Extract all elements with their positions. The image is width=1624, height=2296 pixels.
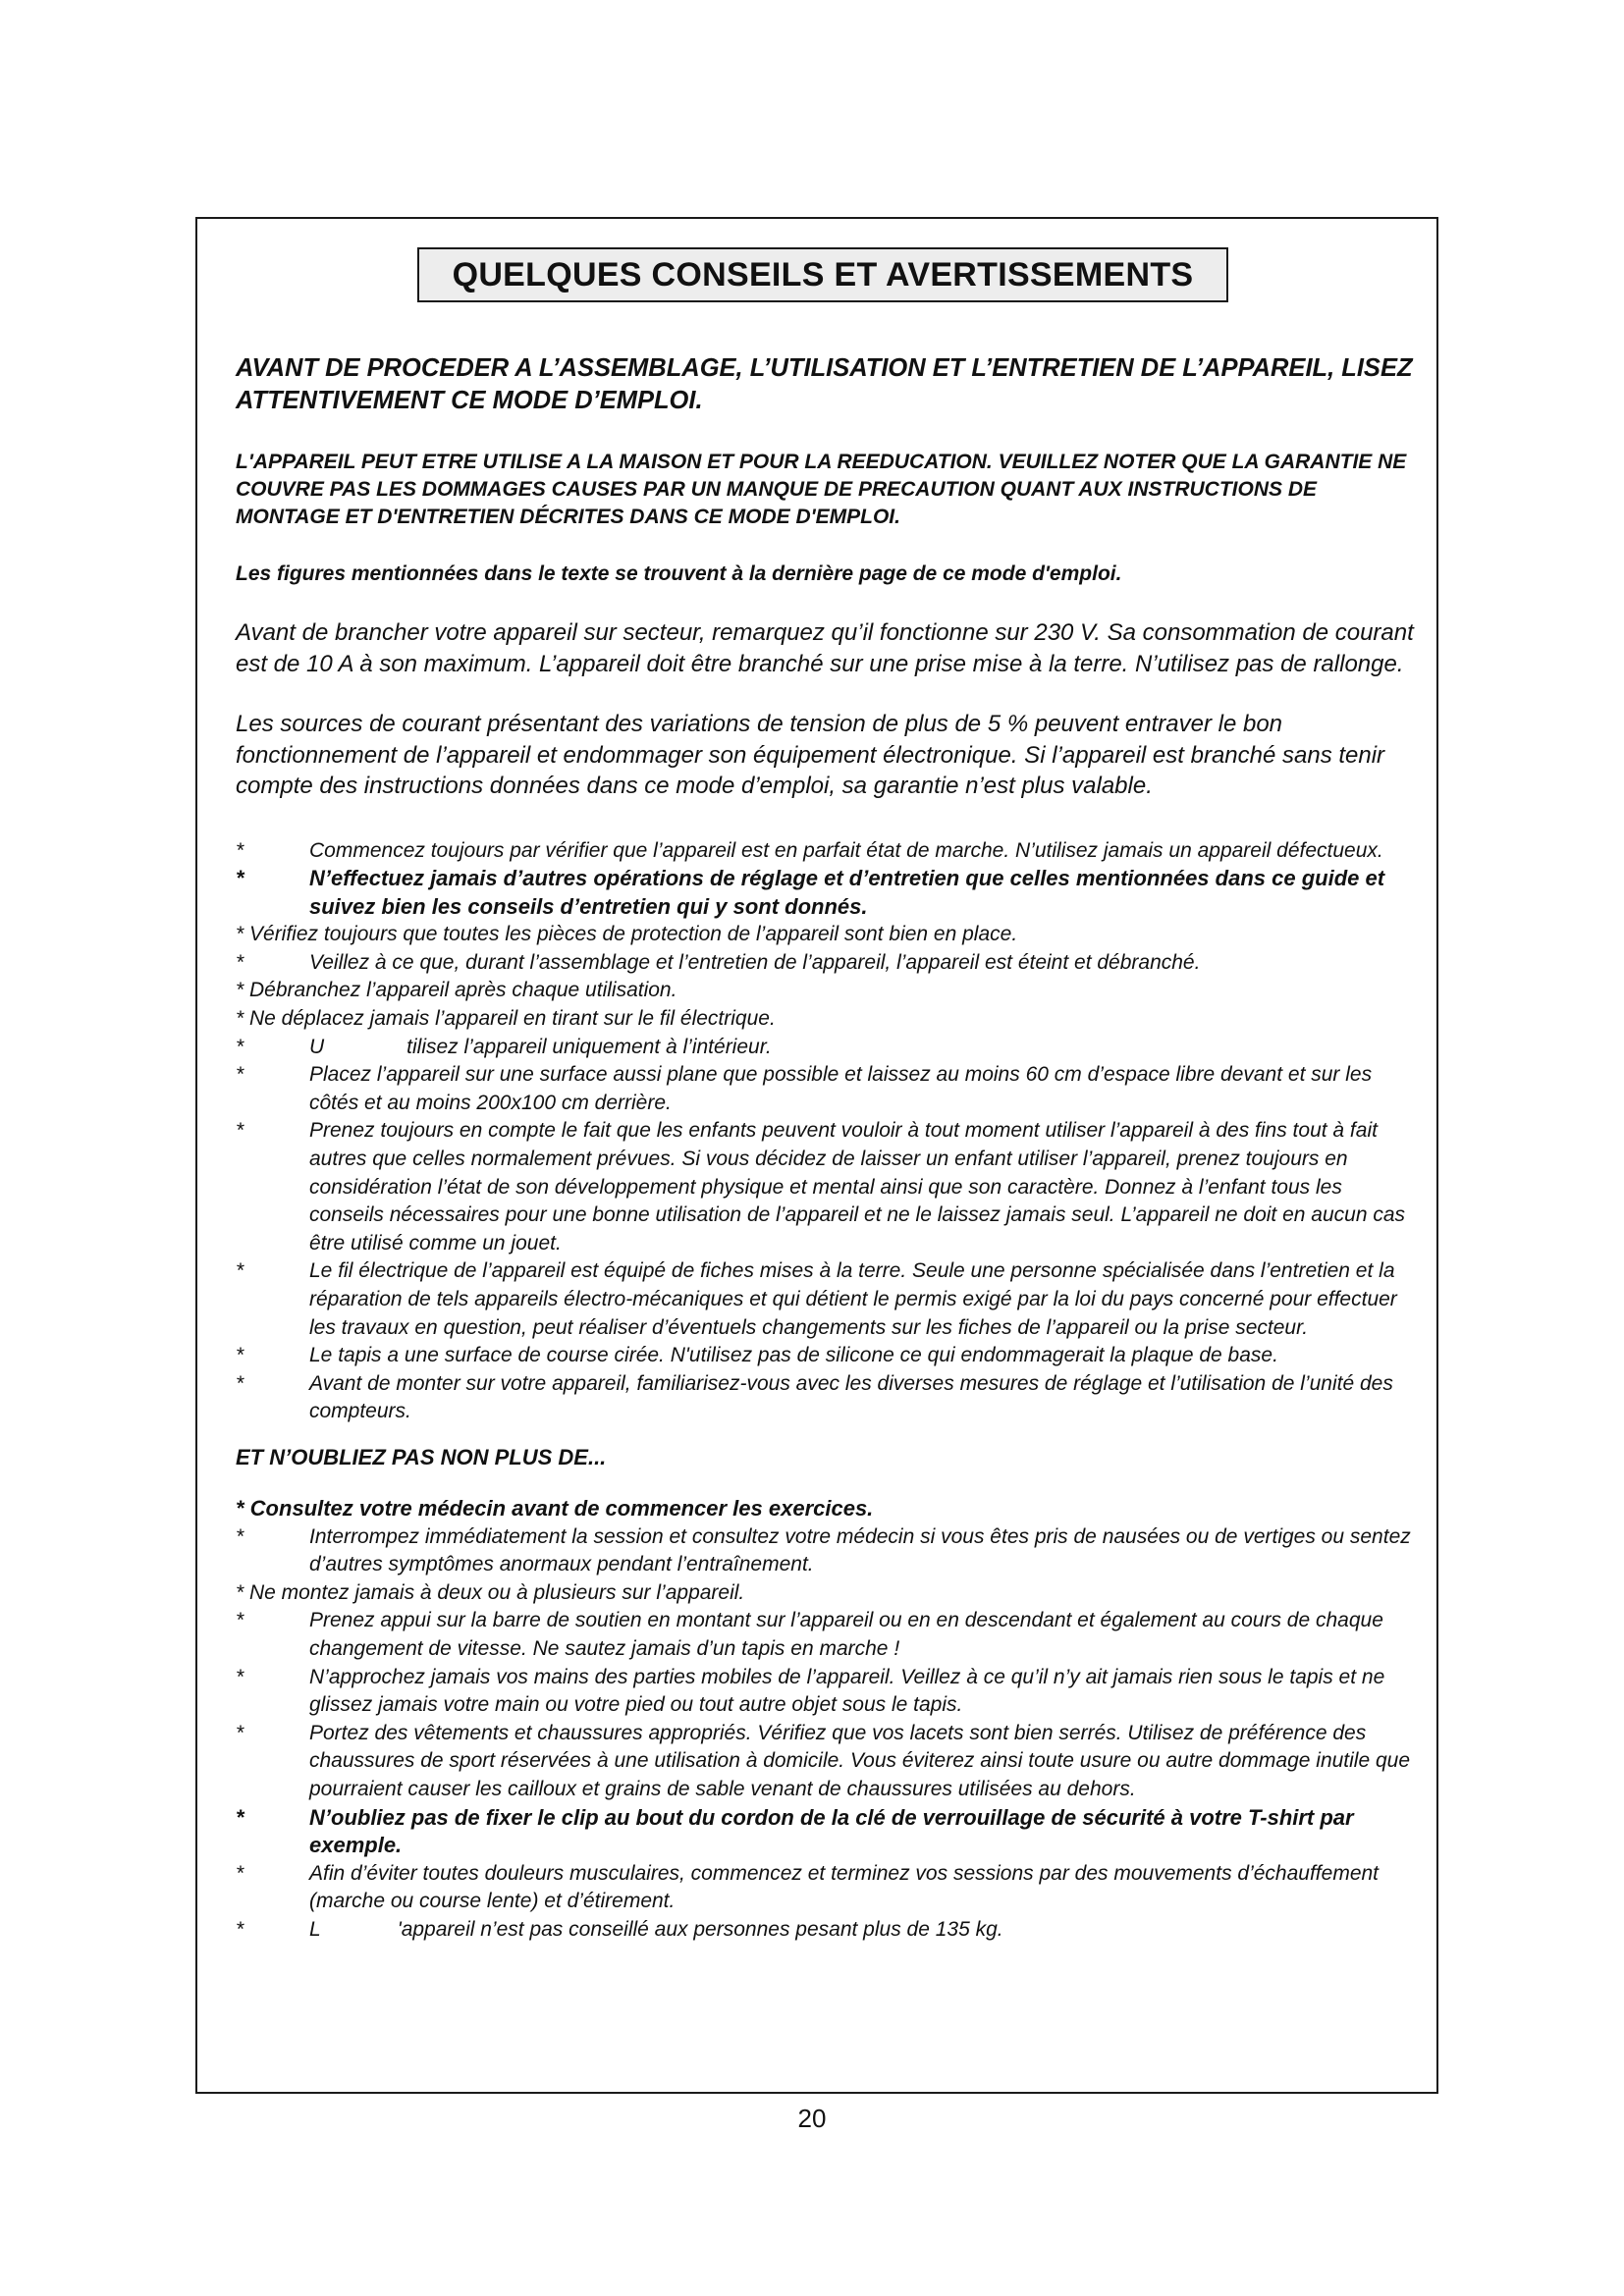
bullet: * <box>236 1721 244 1744</box>
list-item: * Prenez appui sur la barre de soutien en montant sur l’appareil ou en en descendant et également au cours de chaque changement de vitesse. Ne sautez jamais d’un tapis en marche ! <box>236 1607 1414 1663</box>
list-item: * N’oubliez pas de fixer le clip au bout du cordon de la clé de verrouillage de sécurité à votre T-shirt par exemple. <box>236 1804 1414 1860</box>
list-item: * N’approchez jamais vos mains des parties mobiles de l’appareil. Veillez à ce qu’il n’y ait jamais rien sous le tapis et ne glissez jamais votre main ou votre pied ou tout autre objet sous le tapis. <box>236 1664 1414 1720</box>
bullet: * <box>236 1371 244 1395</box>
bullet: * <box>236 1119 244 1143</box>
list-item: * Débranchez l’appareil après chaque utilisation. <box>236 979 677 1002</box>
list-item: * U tilisez l’appareil uniquement à l’intérieur. <box>236 1034 1414 1062</box>
list-item: * Prenez toujours en compte le fait que les enfants peuvent vouloir à tout moment utiliser l’appareil à des fins tout à fait autres que celles normalement prévues. Si vous décidez de laisser un enfant utiliser l’appareil, prenez toujours en considération l’état de son développement physique et mental ainsi que son caractère. Donnez à l’enfant tous les conseils nécessaires pour une bonne utilisation de l’appareil et ne le laissez jamais seul. L’appareil ne doit en aucun cas être utilisé comme un jouet. <box>236 1117 1414 1257</box>
list-item: * Interrompez immédiatement la session et consultez votre médecin si vous êtes pris de nausées ou de vertiges ou sentez d’autres symptômes anormaux pendant l’entraînement. <box>236 1523 1414 1579</box>
section-subheading: ET N’OUBLIEZ PAS NON PLUS DE... <box>236 1444 607 1469</box>
content <box>236 352 1414 1944</box>
list-item: * Consultez votre médecin avant de commencer les exercices. <box>236 1495 874 1521</box>
bullet: * <box>236 1063 244 1087</box>
bullet: * <box>236 1861 244 1885</box>
list-item: * Avant de monter sur votre appareil, familiarisez-vous avec les diverses mesures de réglage et l’utilisation de l’unité des compteurs. <box>236 1370 1414 1426</box>
bullet: * <box>236 1609 244 1632</box>
list-item: * Vérifiez toujours que toutes les pièces de protection de l’appareil sont bien en place. <box>236 923 1018 946</box>
list-item: * Le tapis a une surface de course cirée. N'utilisez pas de silicone ce qui endommagerait la plaque de base. <box>236 1342 1414 1370</box>
figures-note: Les figures mentionnées dans le texte se trouvent à la dernière page de ce mode d'emploi. <box>236 562 1122 585</box>
bullet: * <box>236 866 244 891</box>
intro-warning: AVANT DE PROCEDER A L’ASSEMBLAGE, L’UTILISATION ET L’ENTRETIEN DE L’APPAREIL, LISEZ ATTENTIVEMENT CE MODE D’EMPLOI. <box>236 354 1413 414</box>
bullet: * <box>236 1917 244 1941</box>
list-item: * Ne déplacez jamais l’appareil en tirant sur le fil électrique. <box>236 1007 776 1031</box>
list-item: * Portez des vêtements et chaussures appropriés. Vérifiez que vos lacets sont bien serrés. Utilisez de préférence des chaussures de sport réservées à une utilisation à domicile. Vous éviterez ainsi toute usure ou autre dommage inutile que pourraient causer les cailloux et grains de sable venant de chaussures utilisées au dehors. <box>236 1720 1414 1804</box>
bullet: * <box>236 1665 244 1688</box>
warranty-notice: L'APPAREIL PEUT ETRE UTILISE A LA MAISON ET POUR LA REEDUCATION. VEUILLEZ NOTER QUE LA GARANTIE NE COUVRE PAS LES DOMMAGES CAUSES PAR UN MANQUE DE PRECAUTION QUANT AUX INSTRUCTIONS DE MONTAGE ET D'ENTRETIEN DÉCRITES DANS CE MODE D'EMPLOI. <box>236 451 1407 528</box>
page-frame <box>195 217 1438 2094</box>
bullet: * <box>236 1804 244 1830</box>
bullet: * <box>236 1524 244 1548</box>
list-item: * Afin d’éviter toutes douleurs musculaires, commencez et terminez vos sessions par des mouvements d’échauffement (marche ou course lente) et d’étirement. <box>236 1860 1414 1916</box>
list-item: * Le fil électrique de l’appareil est équipé de fiches mises à la terre. Seule une personne spécialisée dans l’entretien et la réparation de tels appareils électro-mécaniques et qui détient le permis exigé par la loi du pays concerné pour effectuer les travaux en question, peut réaliser d’éventuels changements sur les fiches de l’appareil ou la prise secteur. <box>236 1257 1414 1342</box>
page-number: 20 <box>797 2104 827 2133</box>
bullet: * <box>236 1344 244 1367</box>
list-item: * Veillez à ce que, durant l’assemblage et l’entretien de l’appareil, l’appareil est éteint et débranché. <box>236 949 1414 978</box>
list-item: * Ne montez jamais à deux ou à plusieurs sur l’appareil. <box>236 1580 745 1604</box>
page-title: QUELQUES CONSEILS ET AVERTISSEMENTS <box>417 247 1228 302</box>
warnings-list <box>236 837 1414 1426</box>
power-requirements: Avant de brancher votre appareil sur secteur, remarquez qu’il fonctionne sur 230 V. Sa consommation de courant est de 10 A à son maximum. L’appareil doit être branché sur une prise mise à la terre. N’utilisez pas de rallonge. <box>236 619 1414 677</box>
bullet: * <box>236 838 244 862</box>
list-item: * Placez l’appareil sur une surface aussi plane que possible et laissez au moins 60 cm d’espace libre devant et sur les côtés et au moins 200x100 cm derrière. <box>236 1061 1414 1117</box>
bullet: * <box>236 950 244 974</box>
bullet: * <box>236 1035 244 1058</box>
voltage-variation-note: Les sources de courant présentant des variations de tension de plus de 5 % peuvent entraver le bon fonctionnement de l’appareil et endommager son équipement électronique. Si l’appareil est branché sans tenir compte des instructions données dans ce mode d’emploi, sa garantie n’est plus valable. <box>236 711 1385 799</box>
list-item: * Commencez toujours par vérifier que l’appareil est en parfait état de marche. N’utilisez jamais un appareil défectueux. <box>236 837 1414 866</box>
list-item: * N’effectuez jamais d’autres opérations de réglage et d’entretien que celles mentionnées dans ce guide et suivez bien les conseils d’entretien qui y sont donnés. <box>236 865 1414 921</box>
list-item: * L 'appareil n’est pas conseillé aux personnes pesant plus de 135 kg. <box>236 1916 1414 1945</box>
reminders-list <box>236 1495 1414 1945</box>
bullet: * <box>236 1259 244 1283</box>
